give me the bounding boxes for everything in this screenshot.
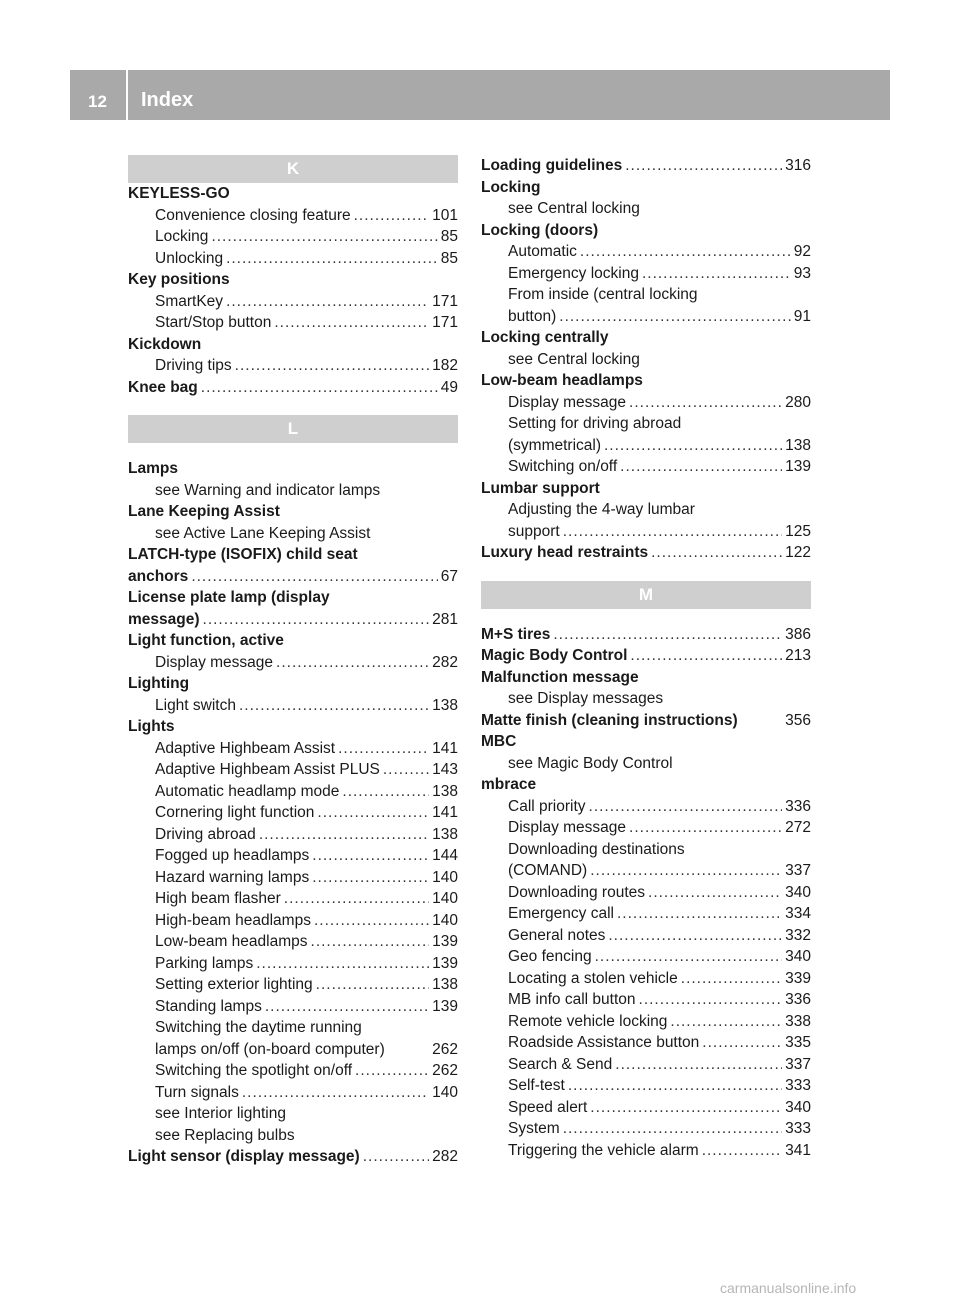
page-reference[interactable]: 140 — [432, 868, 458, 886]
entry-text: Automatic — [508, 243, 577, 260]
entry-text: Locking centrally — [481, 329, 609, 346]
entry-text: anchors — [128, 567, 189, 585]
index-entry[interactable] — [481, 710, 811, 732]
entry-text: Triggering the vehicle alarm — [508, 1141, 699, 1159]
entry-text: see Replacing bulbs — [155, 1126, 295, 1144]
index-subentry — [128, 523, 458, 545]
dot-leader — [580, 241, 791, 263]
dot-leader — [312, 845, 429, 867]
index-entry — [128, 630, 458, 652]
entry-text: Self-test — [508, 1077, 565, 1094]
entry-text: mbrace — [481, 776, 537, 793]
index-subentry[interactable] — [128, 781, 458, 803]
dot-leader — [648, 882, 782, 904]
entry-text: Matte finish (cleaning instructions) — [481, 711, 738, 729]
page-reference[interactable]: 337 — [785, 862, 811, 879]
page-reference[interactable]: 262 — [432, 1062, 458, 1079]
dot-leader — [604, 435, 782, 457]
entry-text: Light sensor (display message) — [128, 1148, 360, 1165]
entry-text: High-beam headlamps — [155, 911, 311, 929]
index-subentry — [128, 1125, 458, 1147]
index-subentry[interactable] — [481, 306, 811, 328]
index-subentry[interactable] — [128, 759, 458, 781]
index-entry — [128, 501, 458, 523]
index-column-right — [481, 155, 811, 1161]
entry-text: General notes — [508, 926, 606, 944]
spacer — [128, 443, 458, 458]
entry-text: Driving abroad — [155, 825, 256, 843]
index-subentry — [481, 499, 811, 521]
index-subentry[interactable] — [481, 241, 811, 263]
entry-text: Cornering light function — [155, 804, 315, 821]
entry-text: see Active Lane Keeping Assist — [155, 524, 371, 542]
index-subentry[interactable] — [481, 263, 811, 285]
index-subentry[interactable] — [481, 989, 811, 1011]
index-subentry[interactable] — [481, 903, 811, 925]
dot-leader — [595, 946, 783, 968]
entry-text: Emergency call — [508, 905, 614, 922]
page-reference[interactable]: 336 — [785, 991, 811, 1008]
dot-leader — [276, 652, 429, 674]
index-entry[interactable] — [128, 609, 458, 631]
index-subentry[interactable] — [481, 456, 811, 478]
index-subentry[interactable] — [481, 1054, 811, 1076]
dot-leader — [629, 817, 782, 839]
index-entry[interactable] — [481, 155, 811, 177]
dot-leader — [314, 910, 429, 932]
dot-leader — [311, 931, 430, 953]
entry-text: Lumbar support — [481, 479, 600, 497]
dot-leader — [239, 695, 429, 717]
page-reference[interactable]: 333 — [785, 1120, 811, 1137]
index-subentry[interactable] — [481, 1118, 811, 1140]
entry-text: Malfunction message — [481, 668, 639, 686]
dot-leader — [642, 263, 791, 285]
index-entry — [128, 673, 458, 695]
index-subentry[interactable] — [128, 738, 458, 760]
entry-text: see Central locking — [508, 200, 640, 217]
index-subentry[interactable] — [128, 355, 458, 377]
index-subentry[interactable] — [481, 392, 811, 414]
page-reference[interactable]: 138 — [785, 436, 811, 454]
page-reference[interactable]: 141 — [432, 739, 458, 757]
dot-leader — [651, 542, 782, 564]
entry-text: Remote vehicle locking — [508, 1012, 668, 1030]
page-reference[interactable]: 140 — [432, 911, 458, 929]
page-reference[interactable]: 272 — [785, 819, 811, 836]
index-entry[interactable] — [128, 566, 458, 588]
watermark: carmanualsonline.info — [720, 1280, 857, 1296]
entry-text: Locking — [481, 178, 541, 196]
page-reference[interactable]: 93 — [793, 264, 811, 282]
page-reference[interactable]: 316 — [785, 157, 811, 174]
entry-text: From inside (central locking — [508, 286, 698, 303]
index-subentry — [481, 284, 811, 306]
page-reference[interactable]: 125 — [785, 522, 811, 540]
index-subentry[interactable] — [481, 946, 811, 968]
index-entry[interactable] — [128, 377, 458, 399]
page-reference[interactable]: 213 — [785, 647, 811, 664]
entry-text: Emergency locking — [508, 264, 639, 282]
entry-text: Low-beam headlamps — [481, 372, 643, 389]
index-subentry[interactable] — [481, 1032, 811, 1054]
page-reference[interactable]: 139 — [432, 954, 458, 972]
index-entry — [128, 183, 458, 205]
page-reference[interactable]: 49 — [440, 378, 458, 396]
page-header — [70, 70, 890, 120]
dot-leader — [681, 968, 782, 990]
index-subentry[interactable] — [481, 1075, 811, 1097]
entry-text: see Magic Body Control — [508, 754, 673, 772]
index-subentry[interactable] — [128, 974, 458, 996]
dot-leader — [265, 996, 429, 1018]
index-subentry[interactable] — [128, 205, 458, 227]
index-subentry[interactable] — [128, 910, 458, 932]
dot-leader — [608, 925, 782, 947]
page-reference[interactable]: 144 — [432, 847, 458, 864]
entry-text: Kickdown — [128, 335, 202, 353]
entry-text: Setting exterior lighting — [155, 976, 313, 993]
dot-leader — [316, 974, 429, 996]
dot-leader — [201, 377, 438, 399]
page-reference[interactable]: 332 — [785, 926, 811, 944]
dot-leader — [226, 291, 429, 313]
entry-text: License plate lamp (display — [128, 589, 330, 606]
page-reference[interactable]: 91 — [793, 307, 811, 325]
page-reference[interactable]: 85 — [440, 249, 458, 267]
page-reference[interactable]: 339 — [785, 969, 811, 987]
page-reference[interactable]: 386 — [785, 625, 811, 643]
dot-leader — [590, 1097, 782, 1119]
dot-leader — [342, 781, 429, 803]
index-entry — [128, 269, 458, 291]
index-subentry[interactable] — [481, 1140, 811, 1162]
page-reference[interactable]: 138 — [432, 825, 458, 843]
entry-text: Call priority — [508, 797, 586, 815]
index-subentry[interactable] — [128, 888, 458, 910]
entry-text: KEYLESS-GO — [128, 185, 230, 202]
index-subentry[interactable] — [481, 817, 811, 839]
page-reference[interactable]: 92 — [793, 243, 811, 260]
entry-text: Automatic headlamp mode — [155, 782, 340, 800]
page-reference[interactable]: 282 — [432, 653, 458, 671]
page-reference[interactable]: 334 — [785, 905, 811, 922]
entry-text: Setting for driving abroad — [508, 415, 682, 432]
dot-leader — [639, 989, 783, 1011]
dot-leader — [630, 645, 782, 667]
dot-leader — [226, 248, 438, 270]
dot-leader — [235, 355, 429, 377]
entry-text: Light function, active — [128, 632, 284, 649]
entry-text: Light switch — [155, 696, 236, 714]
index-entry — [128, 458, 458, 480]
entry-text: see Interior lighting — [155, 1105, 286, 1122]
page-reference[interactable]: 139 — [785, 458, 811, 475]
entry-text: button) — [508, 307, 557, 325]
entry-text: Knee bag — [128, 378, 198, 396]
entry-text: Low-beam headlamps — [155, 933, 308, 950]
entry-text: MBC — [481, 733, 517, 750]
entry-text: Speed alert — [508, 1098, 588, 1116]
page-reference[interactable]: 333 — [785, 1077, 811, 1094]
entry-text: Turn signals — [155, 1083, 239, 1101]
dot-leader — [355, 1060, 429, 1082]
index-subentry[interactable] — [128, 226, 458, 248]
index-subentry[interactable] — [481, 1011, 811, 1033]
index-subentry[interactable] — [128, 867, 458, 889]
dot-leader — [702, 1032, 782, 1054]
entry-text: Roadside Assistance button — [508, 1034, 700, 1051]
entry-text: (COMAND) — [508, 862, 588, 879]
page-reference[interactable]: 101 — [432, 206, 458, 224]
entry-text: Luxury head restraints — [481, 544, 649, 561]
spacer — [481, 609, 811, 624]
entry-text: Driving tips — [155, 357, 232, 374]
entry-text: Display message — [508, 393, 627, 411]
page-reference[interactable]: 139 — [432, 933, 458, 950]
index-entry — [481, 731, 811, 753]
page-reference[interactable]: 356 — [785, 711, 811, 729]
dot-leader — [563, 521, 782, 543]
page-reference[interactable]: 336 — [785, 797, 811, 815]
section-letter-heading: M — [481, 581, 811, 609]
page-reference[interactable]: 140 — [432, 890, 458, 907]
page-number: 12 — [88, 92, 107, 111]
dot-leader — [274, 312, 429, 334]
entry-text: Unlocking — [155, 249, 224, 267]
entry-text: Lights — [128, 718, 175, 735]
index-subentry[interactable] — [128, 1039, 458, 1061]
entry-text: Standing lamps — [155, 997, 262, 1015]
index-entry[interactable] — [481, 542, 811, 564]
entry-text: Hazard warning lamps — [155, 868, 310, 886]
page-reference[interactable]: 338 — [785, 1012, 811, 1030]
entry-text: SmartKey — [155, 292, 224, 310]
entry-text: System — [508, 1120, 560, 1137]
entry-text: Switching the daytime running — [155, 1019, 362, 1036]
entry-text: Display message — [508, 819, 627, 836]
entry-text: see Central locking — [508, 350, 640, 368]
index-subentry[interactable] — [128, 1060, 458, 1082]
index-subentry — [128, 480, 458, 502]
entry-text: LATCH-type (ISOFIX) child seat — [128, 546, 358, 563]
dot-leader — [589, 796, 783, 818]
entry-text: Locking — [155, 228, 209, 245]
index-entry — [128, 587, 458, 609]
entry-text: Adaptive Highbeam Assist PLUS — [155, 761, 380, 778]
index-subentry[interactable] — [481, 925, 811, 947]
entry-text: MB info call button — [508, 991, 636, 1008]
dot-leader — [363, 1146, 429, 1168]
page-reference[interactable]: 340 — [785, 1098, 811, 1116]
page-reference[interactable]: 281 — [432, 610, 458, 628]
entry-text: Convenience closing feature — [155, 206, 351, 224]
section-letter-heading: K — [128, 155, 458, 183]
index-subentry[interactable] — [481, 1097, 811, 1119]
entry-text: Fogged up headlamps — [155, 847, 310, 864]
index-subentry — [481, 688, 811, 710]
dot-leader — [670, 1011, 782, 1033]
entry-text: Display message — [155, 653, 274, 671]
page-reference[interactable]: 282 — [432, 1148, 458, 1165]
index-subentry[interactable] — [128, 291, 458, 313]
index-subentry[interactable] — [128, 802, 458, 824]
index-column-left — [128, 155, 458, 1168]
dot-leader — [629, 392, 782, 414]
entry-text: Lamps — [128, 460, 178, 477]
index-subentry — [481, 839, 811, 861]
index-entry — [481, 774, 811, 796]
dot-leader — [620, 456, 782, 478]
dot-leader — [559, 306, 790, 328]
index-subentry[interactable] — [128, 953, 458, 975]
page-reference[interactable]: 85 — [440, 228, 458, 245]
page-reference[interactable]: 182 — [432, 357, 458, 374]
index-subentry[interactable] — [128, 695, 458, 717]
entry-text: Loading guidelines — [481, 157, 623, 174]
page-reference[interactable]: 262 — [432, 1040, 458, 1058]
index-subentry — [481, 349, 811, 371]
index-subentry — [128, 1017, 458, 1039]
section-letter-heading: L — [128, 415, 458, 443]
entry-text: Parking lamps — [155, 954, 254, 972]
index-entry — [481, 220, 811, 242]
index-subentry[interactable] — [481, 521, 811, 543]
dot-leader — [259, 824, 429, 846]
dot-leader — [242, 1082, 429, 1104]
index-subentry — [481, 753, 811, 775]
page-reference[interactable]: 143 — [432, 761, 458, 778]
entry-text: Switching on/off — [508, 458, 618, 475]
entry-text: Locking (doors) — [481, 221, 599, 239]
index-subentry[interactable] — [128, 996, 458, 1018]
page-reference[interactable]: 139 — [432, 997, 458, 1015]
entry-text: (symmetrical) — [508, 436, 601, 454]
index-entry — [481, 327, 811, 349]
page-reference[interactable]: 280 — [785, 393, 811, 411]
page-reference[interactable]: 141 — [432, 804, 458, 821]
dot-leader — [256, 953, 429, 975]
index-subentry[interactable] — [481, 435, 811, 457]
page-reference[interactable]: 138 — [432, 976, 458, 993]
entry-text: M+S tires — [481, 625, 551, 643]
page-title: Index — [141, 89, 194, 111]
dot-leader — [354, 205, 430, 227]
spacer — [481, 564, 811, 581]
index-subentry — [481, 413, 811, 435]
entry-text: Switching the spotlight on/off — [155, 1062, 353, 1079]
entry-text: Adaptive Highbeam Assist — [155, 739, 336, 757]
index-entry[interactable] — [481, 645, 811, 667]
page-reference[interactable]: 171 — [432, 314, 458, 331]
index-entry — [128, 544, 458, 566]
index-subentry[interactable] — [128, 312, 458, 334]
dot-leader — [563, 1118, 782, 1140]
dot-leader — [211, 226, 437, 248]
index-entry — [481, 177, 811, 199]
page-reference[interactable]: 337 — [785, 1055, 811, 1073]
index-entry[interactable] — [128, 1146, 458, 1168]
dot-leader — [702, 1140, 782, 1162]
dot-leader — [383, 759, 429, 781]
entry-text: Magic Body Control — [481, 647, 628, 664]
index-subentry[interactable] — [481, 860, 811, 882]
entry-text: Downloading routes — [508, 883, 646, 901]
index-subentry[interactable] — [481, 796, 811, 818]
entry-text: Start/Stop button — [155, 314, 272, 331]
entry-text: Key positions — [128, 271, 230, 288]
index-entry — [128, 716, 458, 738]
dot-leader — [203, 609, 430, 631]
entry-text: Geo fencing — [508, 948, 592, 965]
spacer — [128, 398, 458, 415]
page-reference[interactable]: 335 — [785, 1034, 811, 1051]
entry-text: Downloading destinations — [508, 840, 685, 858]
index-entry[interactable] — [481, 624, 811, 646]
page-reference[interactable]: 340 — [785, 883, 811, 901]
page-reference[interactable]: 340 — [785, 948, 811, 965]
dot-leader — [317, 802, 429, 824]
index-subentry[interactable] — [128, 652, 458, 674]
dot-leader — [284, 888, 429, 910]
index-subentry[interactable] — [128, 824, 458, 846]
page-reference[interactable]: 67 — [440, 567, 458, 585]
entry-text: Lighting — [128, 675, 190, 692]
index-subentry[interactable] — [128, 845, 458, 867]
entry-text: lamps on/off (on-board computer) — [155, 1040, 385, 1058]
index-subentry[interactable] — [128, 248, 458, 270]
dot-leader — [615, 1054, 782, 1076]
entry-text: High beam flasher — [155, 890, 281, 907]
header-divider — [126, 70, 128, 120]
index-entry — [481, 667, 811, 689]
dot-leader — [191, 566, 437, 588]
entry-text: Lane Keeping Assist — [128, 503, 280, 520]
page-reference[interactable]: 122 — [785, 544, 811, 561]
index-subentry — [128, 1103, 458, 1125]
page-reference[interactable]: 140 — [432, 1083, 458, 1101]
dot-leader — [625, 155, 782, 177]
entry-text: support — [508, 522, 560, 540]
entry-text: Search & Send — [508, 1055, 613, 1073]
entry-text: Locating a stolen vehicle — [508, 969, 678, 987]
index-subentry — [481, 198, 811, 220]
index-entry — [481, 370, 811, 392]
index-subentry[interactable] — [481, 968, 811, 990]
dot-leader — [617, 903, 782, 925]
page-reference[interactable]: 138 — [432, 782, 458, 800]
page-reference[interactable]: 341 — [785, 1141, 811, 1159]
entry-text: see Display messages — [508, 690, 664, 707]
index-entry — [481, 478, 811, 500]
index-subentry[interactable] — [481, 882, 811, 904]
dot-leader — [553, 624, 782, 646]
entry-text: see Warning and indicator lamps — [155, 481, 381, 499]
entry-text: Adjusting the 4-way lumbar — [508, 501, 695, 518]
index-subentry[interactable] — [128, 931, 458, 953]
page-reference[interactable]: 138 — [432, 696, 458, 714]
dot-leader — [312, 867, 429, 889]
dot-leader — [590, 860, 782, 882]
index-entry — [128, 334, 458, 356]
index-subentry[interactable] — [128, 1082, 458, 1104]
entry-text: message) — [128, 610, 200, 628]
dot-leader — [568, 1075, 782, 1097]
page-reference[interactable]: 171 — [432, 292, 458, 310]
dot-leader — [338, 738, 429, 760]
